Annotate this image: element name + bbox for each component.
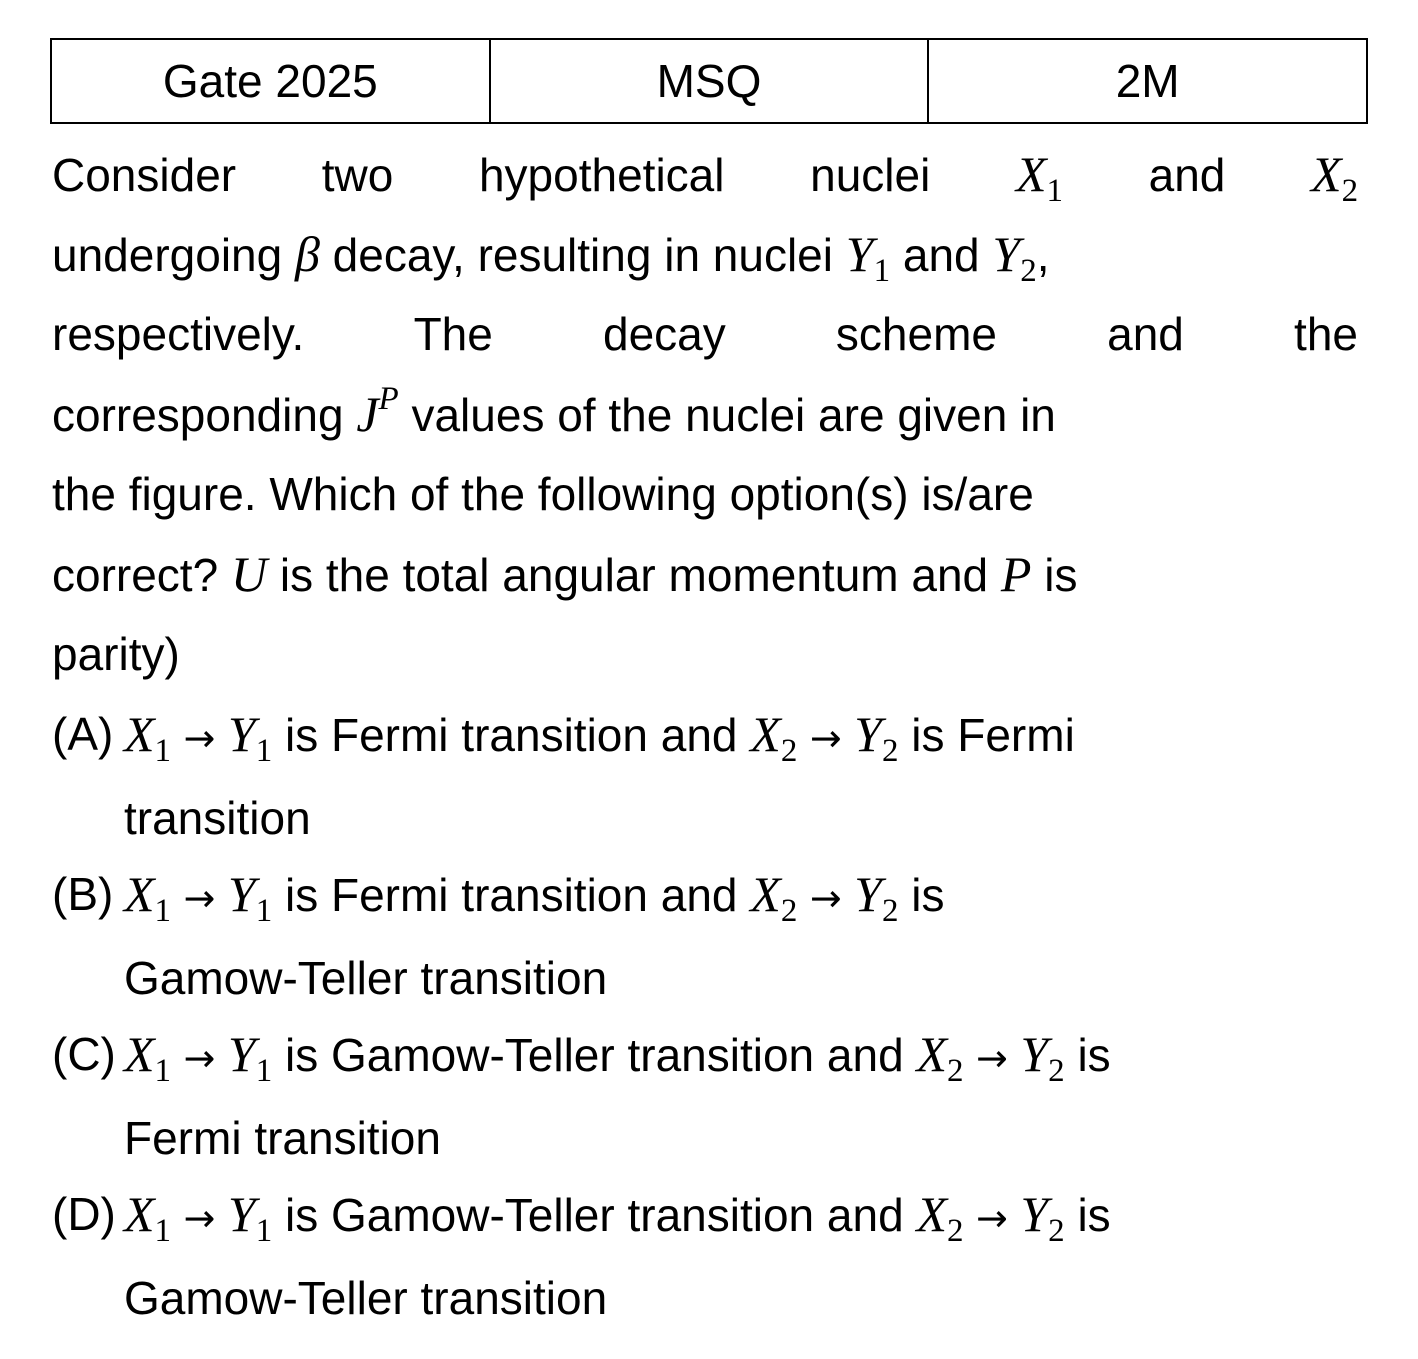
symbol-y2: $Y_2$ — [992, 226, 1037, 289]
question-line-3: respectively. The decay scheme and the — [52, 308, 1358, 360]
symbol-u: U — [230, 546, 268, 602]
exam-name: Gate 2025 — [51, 39, 490, 123]
symbol-y1: $Y_1$ — [845, 226, 891, 289]
symbol-p: P — [1000, 546, 1032, 602]
option-label: (C) — [52, 1028, 116, 1080]
symbol-beta: β — [294, 226, 320, 282]
question-line-6: correct? U is the total angular momentum and P is — [52, 546, 1078, 602]
option-label: (D) — [52, 1188, 116, 1240]
symbol-x2: $X_2$ — [1311, 146, 1359, 209]
question-type: MSQ — [490, 39, 929, 123]
option-c[interactable]: (C) $X_1 \to Y_1$ is Gamow-Teller transition and $X_2 \to Y_2$ is Fermi transition — [52, 1014, 1358, 1178]
question-line-7: parity) — [52, 628, 180, 680]
symbol-jp: $J^P$ — [356, 381, 399, 442]
question-line-4: corresponding $J^P$ values of the nuclei are given in — [52, 381, 1056, 442]
option-d[interactable]: (D) $X_1 \to Y_1$ is Gamow-Teller transition and $X_2 \to Y_2$ is Gamow-Teller transition — [52, 1174, 1358, 1338]
question-line-5: the figure. Which of the following option(s) is/are — [52, 468, 1034, 520]
question-line-2: undergoing β decay, resulting in nuclei $Y_1$ and $Y_2$, — [52, 226, 1050, 289]
option-label: (A) — [52, 708, 114, 760]
option-a[interactable]: (A) $X_1 \to Y_1$ is Fermi transition and $X_2 \to Y_2$ is Fermi transition — [52, 694, 1358, 858]
option-label: (B) — [52, 868, 114, 920]
option-b[interactable]: (B) $X_1 \to Y_1$ is Fermi transition and $X_2 \to Y_2$ is Gamow-Teller transition — [52, 854, 1358, 1018]
question-marks: 2M — [928, 39, 1367, 123]
symbol-x1: $X_1$ — [1015, 146, 1063, 209]
question-header-table — [50, 38, 1368, 124]
question-line-1: Consider two hypothetical nuclei $X_1$ and $X_2$ — [52, 146, 1359, 209]
